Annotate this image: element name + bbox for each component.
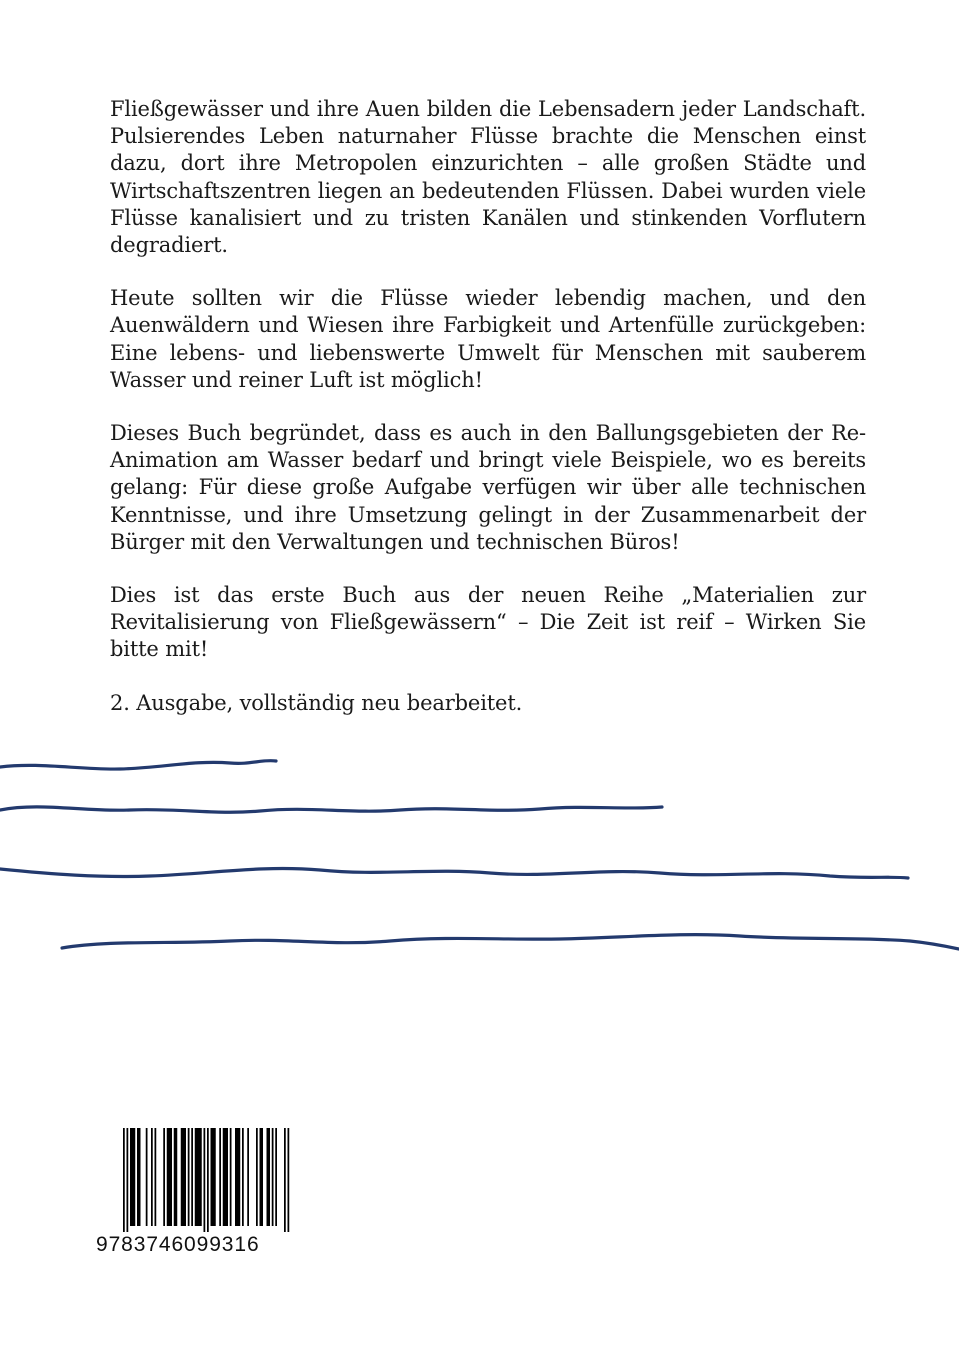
barcode-bar	[267, 1128, 271, 1226]
paragraph-series: Dies ist das erste Buch aus der neuen Reihe „Materialien zur Revitalisierung von Fließgewässern“ – Die Zeit ist reif – Wirken Sie bitte mit!	[110, 583, 866, 662]
barcode-bar	[211, 1128, 216, 1226]
barcode-bar	[163, 1128, 165, 1226]
barcode-bar	[260, 1128, 264, 1226]
barcode-bar	[167, 1128, 172, 1226]
paragraph-revitalize: Heute sollten wir die Flüsse wieder lebendig machen, und den Auenwäldern und Wiesen ihre Farbigkeit und Artenfülle zurückgeben: Eine lebens- und liebenswerte Umwelt für Menschen mit sauberem Wasser und reiner Luft ist möglich!	[110, 286, 866, 392]
barcode-bar	[123, 1128, 125, 1232]
barcode-bar	[272, 1128, 274, 1226]
barcode-bar	[207, 1128, 209, 1232]
paragraph-edition: 2. Ausgabe, vollständig neu bearbeitet.	[110, 690, 523, 715]
barcode-bar	[137, 1128, 141, 1226]
barcode-bar	[235, 1128, 240, 1226]
barcode-bar	[195, 1128, 202, 1226]
barcode-bar	[275, 1128, 277, 1226]
isbn-number: 9783746099316	[96, 1233, 260, 1256]
barcode-bar	[284, 1128, 286, 1232]
barcode-bar	[146, 1128, 148, 1226]
wave-lines-illustration	[0, 740, 959, 970]
barcode-bar	[181, 1128, 186, 1226]
paragraph-book-purpose: Dieses Buch begründet, dass es auch in den Ballungsgebieten der Re-Animation am Wasser bedarf und bringt viele Beispiele, wo es bereits gelang: Für diese große Aufgabe verfügen wir über alle technischen Kenntnisse, und ihre Umsetzung gelingt in der Zusammenarbeit der Bürger mit den Verwaltungen und technischen Büros!	[110, 421, 866, 554]
wave-line-3	[0, 869, 908, 878]
paragraph-intro: Fließgewässer und ihre Auen bilden die Lebensadern jeder Landschaft. Pulsierendes Leben naturnaher Flüsse brachte die Menschen einst dazu, dort ihre Metropolen einzurichten – alle großen Städte und Wirtschaftszentren liegen an bedeutenden Flüssen. Dabei wurden viele Flüsse kanalisiert und zu tristen Kanälen und stinkenden Vorflutern degradiert.	[110, 97, 866, 258]
wave-line-1	[0, 761, 276, 770]
barcode-bar	[219, 1128, 221, 1226]
barcode-bar	[242, 1128, 244, 1226]
wave-line-2	[0, 807, 662, 812]
barcode-bar	[204, 1128, 206, 1232]
barcode-bar	[151, 1128, 153, 1226]
barcode-bar	[223, 1128, 228, 1226]
wave-line-4	[62, 935, 959, 949]
barcode-bar	[230, 1128, 232, 1226]
isbn-barcode	[96, 1124, 296, 1264]
barcode-bar	[188, 1128, 190, 1226]
barcode-bar	[127, 1128, 129, 1232]
back-cover-text	[110, 96, 866, 717]
barcode-bar	[247, 1128, 249, 1226]
barcode-bar	[256, 1128, 258, 1226]
barcode-bars	[96, 1124, 296, 1232]
barcode-bar	[191, 1128, 193, 1226]
barcode-bar	[174, 1128, 178, 1226]
barcode-bar	[130, 1128, 135, 1226]
barcode-bar	[288, 1128, 290, 1232]
barcode-bar	[155, 1128, 157, 1226]
